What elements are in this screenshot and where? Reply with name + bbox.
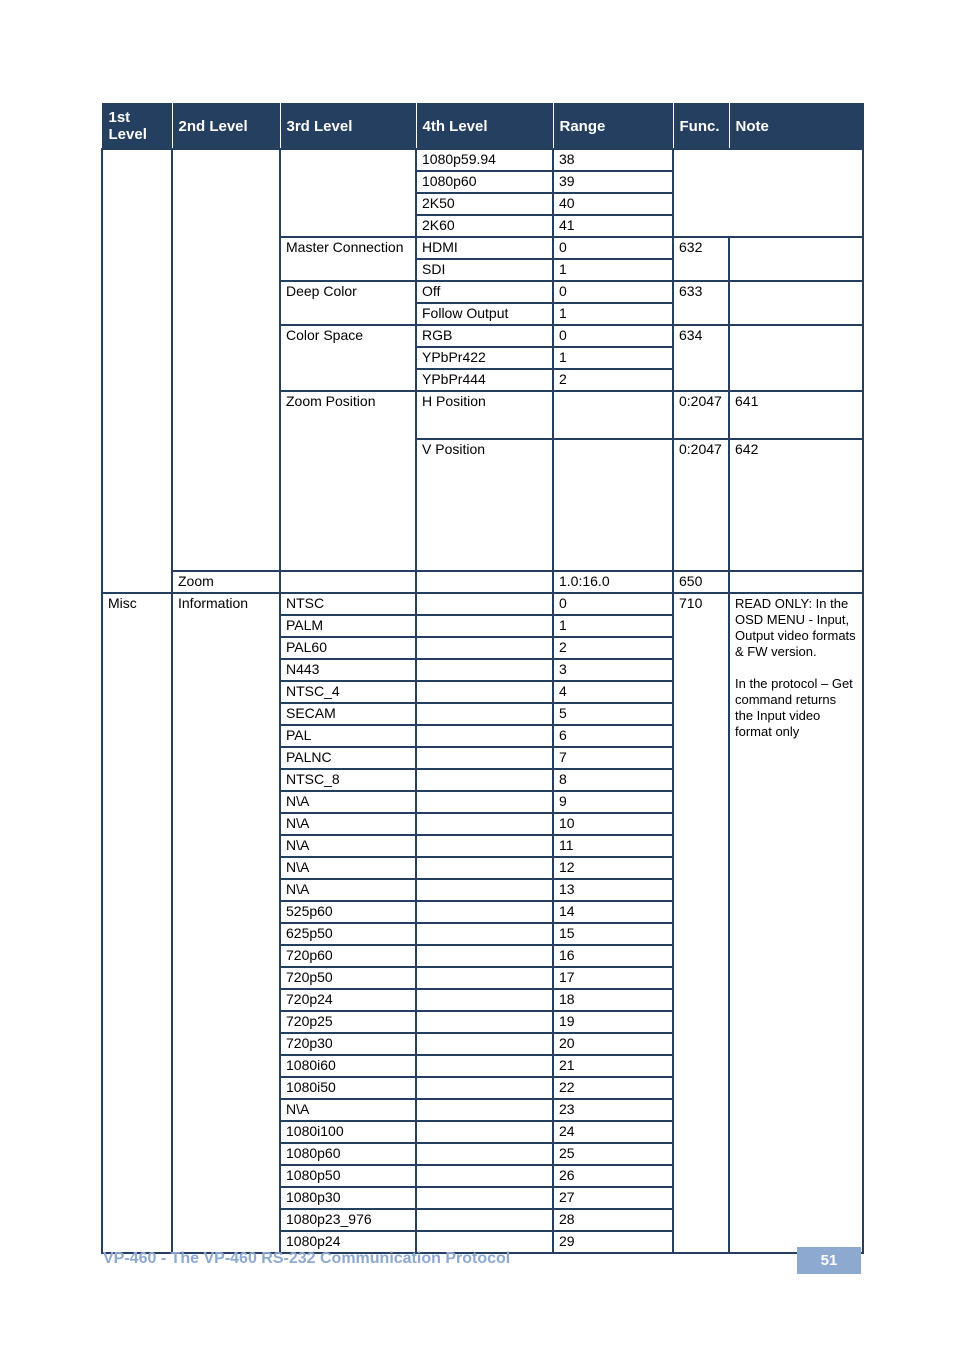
range-cell: 19 (553, 1011, 673, 1033)
range-cell: 40 (553, 193, 673, 215)
third-level-cell: 720p50 (280, 967, 416, 989)
third-level-cell: N443 (280, 659, 416, 681)
func-cell: 710 (673, 593, 729, 1253)
page-number: 51 (797, 1247, 861, 1274)
third-level-cell: N\A (280, 813, 416, 835)
first-level-cell: Misc (102, 593, 172, 1253)
fourth-level-cell: 2K60 (416, 215, 553, 237)
fourth-level-cell (416, 1187, 553, 1209)
range-cell: 26 (553, 1165, 673, 1187)
third-level-cell: 625p50 (280, 923, 416, 945)
range-cell: 13 (553, 879, 673, 901)
fourth-level-cell (416, 791, 553, 813)
range-cell: 3 (553, 659, 673, 681)
fourth-level-cell (416, 571, 553, 593)
third-level-cell: 720p25 (280, 1011, 416, 1033)
header-row (102, 104, 863, 150)
third-level-cell: N\A (280, 835, 416, 857)
range-cell: 2 (553, 637, 673, 659)
range-cell: 0 (553, 325, 673, 347)
fourth-level-cell (416, 1143, 553, 1165)
fourth-level-cell (416, 1209, 553, 1231)
range-cell: 28 (553, 1209, 673, 1231)
fourth-level-cell (416, 989, 553, 1011)
fourth-level-cell (416, 1055, 553, 1077)
range-cell: 17 (553, 967, 673, 989)
range-cell: 0 (553, 237, 673, 259)
footer-title: VP-460 - The VP-460 RS-232 Communication Protocol (103, 1250, 511, 1267)
func-cell: 632 (673, 237, 729, 281)
range-cell: 18 (553, 989, 673, 1011)
fourth-level-cell (553, 391, 673, 439)
range-cell: 20 (553, 1033, 673, 1055)
third-level-cell: 525p60 (280, 901, 416, 923)
third-level-cell: 1080p24 (280, 1231, 416, 1253)
range-cell: 0:2047 (673, 439, 729, 571)
fourth-level-cell (553, 439, 673, 571)
range-cell: 12 (553, 857, 673, 879)
range-cell: 39 (553, 171, 673, 193)
range-cell: 21 (553, 1055, 673, 1077)
third-level-cell: PALNC (280, 747, 416, 769)
third-level-cell: N\A (280, 879, 416, 901)
third-level-cell: 1080p30 (280, 1187, 416, 1209)
fourth-level-cell (416, 637, 553, 659)
range-cell: 38 (553, 149, 673, 171)
header-4th-level: 4th Level (416, 104, 553, 150)
range-cell: 6 (553, 725, 673, 747)
range-cell: 1 (553, 259, 673, 281)
note-text-protocol: In the protocol – Get command returns the Input video format only (735, 676, 853, 739)
fourth-level-cell (416, 1077, 553, 1099)
third-level-cell: 1080p60 (280, 1143, 416, 1165)
range-cell: 14 (553, 901, 673, 923)
fourth-level-cell (416, 725, 553, 747)
third-level-cell: 1080p50 (280, 1165, 416, 1187)
fourth-level-cell: 1080p60 (416, 171, 553, 193)
fourth-level-cell (416, 857, 553, 879)
fourth-level-cell: 1080p59.94 (416, 149, 553, 171)
table-row (102, 571, 863, 593)
first-level-cell (102, 149, 172, 593)
range-cell: 1 (553, 347, 673, 369)
note-cell (729, 237, 863, 281)
fourth-level-cell: Off (416, 281, 553, 303)
note-cell (729, 325, 863, 391)
func-note-cell (673, 149, 863, 237)
third-level-cell: SECAM (280, 703, 416, 725)
fourth-level-cell (416, 901, 553, 923)
fourth-level-cell: YPbPr444 (416, 369, 553, 391)
fourth-level-cell (416, 835, 553, 857)
range-cell: 0 (553, 593, 673, 615)
fourth-level-cell (416, 1165, 553, 1187)
fourth-level-cell: RGB (416, 325, 553, 347)
note-cell (729, 571, 863, 593)
note-cell (729, 281, 863, 325)
range-cell: 7 (553, 747, 673, 769)
fourth-level-cell (416, 769, 553, 791)
fourth-level-cell (416, 813, 553, 835)
third-level-cell: 1080i50 (280, 1077, 416, 1099)
header-2nd-level: 2nd Level (172, 104, 280, 150)
fourth-level-cell (416, 615, 553, 637)
note-text-read-only: READ ONLY: In the OSD MENU - Input, Output video formats & FW version. (735, 596, 856, 659)
fourth-level-cell: SDI (416, 259, 553, 281)
header-func: Func. (673, 104, 729, 150)
third-level-cell: 720p24 (280, 989, 416, 1011)
third-level-cell: V Position (416, 439, 553, 571)
range-cell: 16 (553, 945, 673, 967)
range-cell: 22 (553, 1077, 673, 1099)
second-level-cell: Information (172, 593, 280, 1253)
third-level-cell: PAL60 (280, 637, 416, 659)
third-level-cell: 720p60 (280, 945, 416, 967)
header-range: Range (553, 104, 673, 150)
fourth-level-cell: Follow Output (416, 303, 553, 325)
range-cell: 2 (553, 369, 673, 391)
fourth-level-cell (416, 659, 553, 681)
third-level-cell (280, 149, 416, 237)
range-cell: 5 (553, 703, 673, 725)
note-cell (729, 593, 863, 1253)
second-level-cell: Zoom (172, 571, 280, 593)
third-level-cell: NTSC_8 (280, 769, 416, 791)
third-level-cell: H Position (416, 391, 553, 439)
range-cell: 24 (553, 1121, 673, 1143)
fourth-level-cell: YPbPr422 (416, 347, 553, 369)
third-level-cell: 1080i100 (280, 1121, 416, 1143)
fourth-level-cell (416, 1011, 553, 1033)
third-level-cell: 1080p23_976 (280, 1209, 416, 1231)
third-level-cell: NTSC (280, 593, 416, 615)
range-cell: 11 (553, 835, 673, 857)
range-cell: 41 (553, 215, 673, 237)
table-row (102, 149, 863, 171)
range-cell: 27 (553, 1187, 673, 1209)
protocol-table (101, 103, 864, 1254)
third-level-cell: N\A (280, 1099, 416, 1121)
range-cell: 0 (553, 281, 673, 303)
range-cell: 10 (553, 813, 673, 835)
third-level-cell: N\A (280, 857, 416, 879)
range-cell: 9 (553, 791, 673, 813)
third-level-cell: NTSC_4 (280, 681, 416, 703)
fourth-level-cell (416, 879, 553, 901)
third-level-cell: PAL (280, 725, 416, 747)
fourth-level-cell (416, 1099, 553, 1121)
fourth-level-cell (416, 945, 553, 967)
fourth-level-cell (416, 923, 553, 945)
range-cell: 8 (553, 769, 673, 791)
range-cell: 1 (553, 303, 673, 325)
third-level-cell: 720p30 (280, 1033, 416, 1055)
header-3rd-level: 3rd Level (280, 104, 416, 150)
fourth-level-cell: 2K50 (416, 193, 553, 215)
third-level-cell: N\A (280, 791, 416, 813)
range-cell: 1.0:16.0 (553, 571, 673, 593)
second-level-cell: Zoom Position (280, 391, 416, 571)
range-cell: 1 (553, 615, 673, 637)
range-cell: 23 (553, 1099, 673, 1121)
second-level-cell (172, 149, 280, 571)
func-cell: 642 (729, 439, 863, 571)
func-cell: 633 (673, 281, 729, 325)
range-cell: 4 (553, 681, 673, 703)
fourth-level-cell (416, 967, 553, 989)
third-level-cell: 1080i60 (280, 1055, 416, 1077)
func-cell: 650 (673, 571, 729, 593)
func-cell: 634 (673, 325, 729, 391)
third-level-cell: Color Space (280, 325, 416, 391)
fourth-level-cell (416, 1121, 553, 1143)
header-1st-level: 1st Level (102, 104, 172, 150)
fourth-level-cell (416, 681, 553, 703)
range-cell: 25 (553, 1143, 673, 1165)
range-cell: 29 (553, 1231, 673, 1253)
third-level-cell: Deep Color (280, 281, 416, 325)
fourth-level-cell (416, 703, 553, 725)
fourth-level-cell (416, 1033, 553, 1055)
third-level-cell: Master Connection (280, 237, 416, 281)
fourth-level-cell (416, 593, 553, 615)
fourth-level-cell (416, 747, 553, 769)
third-level-cell (280, 571, 416, 593)
fourth-level-cell: HDMI (416, 237, 553, 259)
range-cell: 15 (553, 923, 673, 945)
header-note: Note (729, 104, 863, 150)
table-row (102, 593, 863, 615)
third-level-cell: PALM (280, 615, 416, 637)
range-cell: 0:2047 (673, 391, 729, 439)
func-cell: 641 (729, 391, 863, 439)
